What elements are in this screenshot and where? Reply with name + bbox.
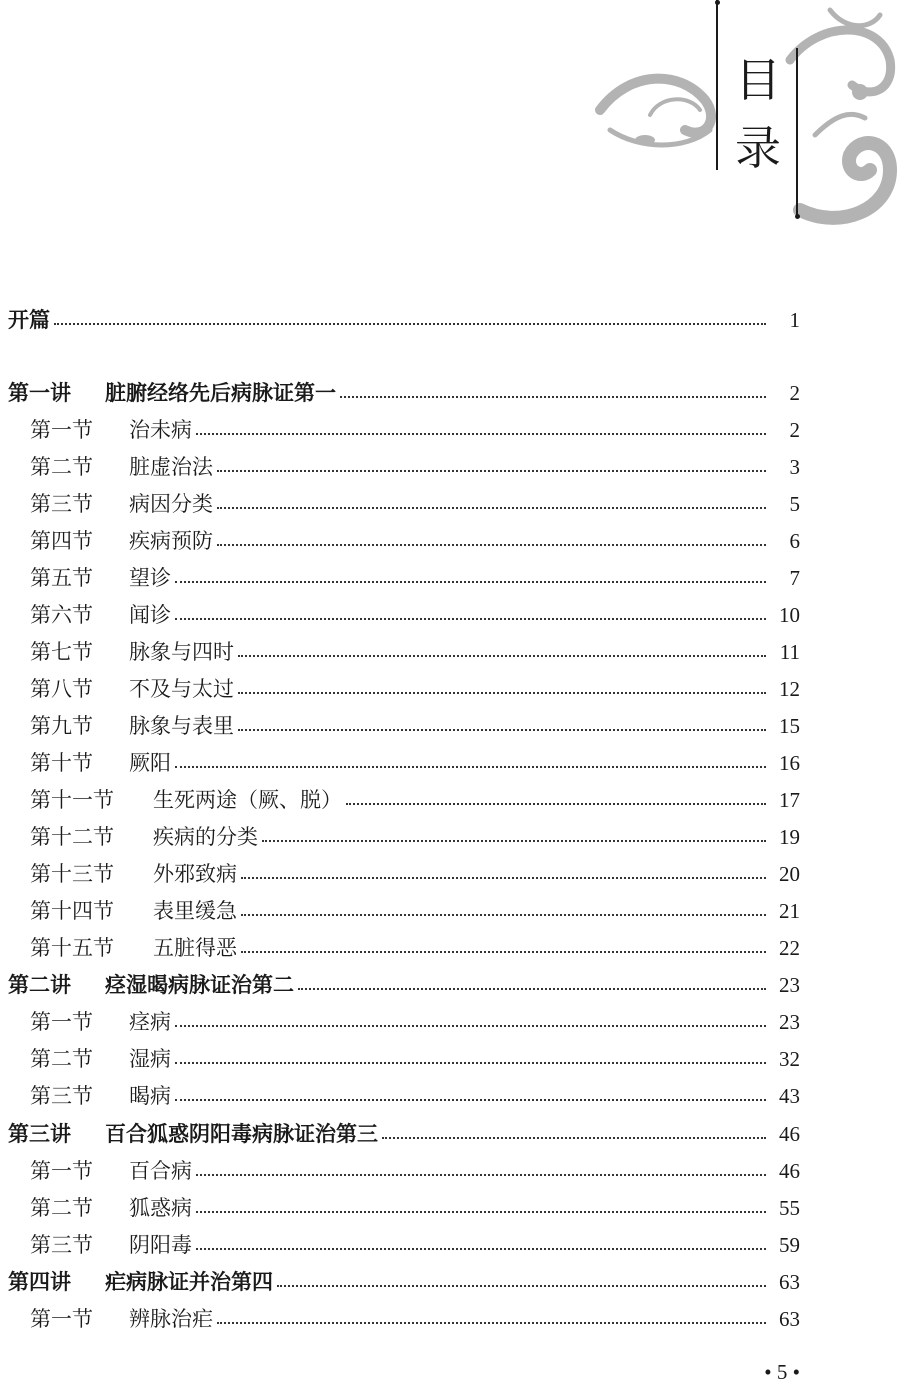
toc-entry-heading	[0, 856, 237, 893]
toc-leader-dots	[238, 655, 766, 657]
toc-leader-dots	[241, 914, 766, 916]
toc-entry-title: 疾病的分类	[153, 825, 258, 849]
toc-leader-dots	[175, 766, 766, 768]
page-title-char-1: 目	[735, 53, 781, 107]
toc-entry-number: 第一节	[30, 1159, 93, 1183]
toc-section-entry[interactable]	[0, 1153, 900, 1190]
toc-entry-number: 第一节	[30, 418, 93, 442]
toc-section-entry[interactable]	[0, 893, 900, 930]
toc-entry-heading	[0, 819, 258, 856]
toc-section-entry[interactable]	[0, 412, 900, 449]
toc-page-number: 46	[779, 1122, 800, 1146]
toc-page-number: 2	[789, 381, 800, 405]
toc-entry-heading	[0, 560, 171, 597]
toc-page-number: 3	[789, 455, 800, 479]
toc-entry-title: 痉湿暍病脉证治第二	[105, 973, 294, 997]
toc-entry-number: 第二节	[30, 1196, 93, 1220]
toc-entry-title: 病因分类	[129, 492, 213, 516]
toc-entry-number: 第一讲	[8, 381, 71, 405]
toc-entry-title: 狐惑病	[129, 1196, 192, 1220]
toc-entry-title: 治未病	[129, 418, 192, 442]
toc-entry-number: 第十二节	[30, 825, 114, 849]
toc-section-entry[interactable]	[0, 930, 900, 967]
toc-entry-title: 表里缓急	[153, 899, 237, 923]
toc-page-number: 32	[779, 1047, 800, 1071]
toc-chapter-entry[interactable]	[0, 1116, 900, 1153]
toc-page-number: 10	[779, 603, 800, 627]
toc-entry-title: 五脏得恶	[153, 936, 237, 960]
toc-section-entry[interactable]	[0, 1227, 900, 1264]
toc-entry-number: 第七节	[30, 640, 93, 664]
toc-section-entry[interactable]	[0, 745, 900, 782]
toc-chapter-entry[interactable]	[0, 967, 900, 1004]
toc-section-entry[interactable]	[0, 1301, 900, 1338]
toc-entry-title: 外邪致病	[153, 862, 237, 886]
toc-entry-heading	[0, 375, 336, 412]
toc-leader-dots	[238, 729, 766, 731]
toc-entry-number: 第三讲	[8, 1122, 71, 1146]
toc-section-entry[interactable]	[0, 1078, 900, 1115]
toc-section-entry[interactable]	[0, 819, 900, 856]
toc-leader-dots	[196, 1211, 766, 1213]
toc-entry-heading	[0, 449, 213, 486]
toc-leader-dots	[346, 803, 766, 805]
toc-entry-heading	[0, 893, 237, 930]
toc-section-entry[interactable]	[0, 1190, 900, 1227]
toc-entry-title: 脉象与四时	[129, 640, 234, 664]
toc-page-number: 2	[789, 418, 800, 442]
toc-page-number: 23	[779, 973, 800, 997]
toc-entry-number: 第六节	[30, 603, 93, 627]
toc-page-number: 55	[779, 1196, 800, 1220]
toc-entry-title: 痉病	[129, 1010, 171, 1034]
toc-entry-number: 第八节	[30, 677, 93, 701]
toc-section-entry[interactable]	[0, 597, 900, 634]
toc-page-number: 63	[779, 1307, 800, 1331]
toc-entry-number: 第一节	[30, 1307, 93, 1331]
toc-section-entry[interactable]	[0, 1041, 900, 1078]
toc-entry-number: 第三节	[30, 1084, 93, 1108]
toc-entry-heading	[0, 486, 213, 523]
toc-entry-number: 第十节	[30, 751, 93, 775]
toc-page-number: 22	[779, 936, 800, 960]
toc-entry-number: 第十五节	[30, 936, 114, 960]
toc-entry-heading	[0, 1227, 192, 1264]
toc-entry-heading	[0, 1116, 378, 1153]
toc-page-number: 59	[779, 1233, 800, 1257]
toc-leader-dots	[217, 507, 766, 509]
toc-section-entry[interactable]	[0, 1004, 900, 1041]
toc-entry-number: 第九节	[30, 714, 93, 738]
toc-page-number: 63	[779, 1270, 800, 1294]
toc-chapter-entry[interactable]	[0, 375, 900, 412]
toc-page-number: 6	[789, 529, 800, 553]
toc-page-number: 46	[779, 1159, 800, 1183]
toc-entry-heading	[0, 745, 171, 782]
toc-entry-heading	[0, 1004, 171, 1041]
toc-page-number: 12	[779, 677, 800, 701]
toc-entry-number: 第四节	[30, 529, 93, 553]
toc-entry-heading	[0, 1078, 171, 1115]
toc-entry-title: 疟病脉证并治第四	[105, 1270, 273, 1294]
toc-entry-title: 百合病	[129, 1159, 192, 1183]
toc-entry-title: 湿病	[129, 1047, 171, 1071]
toc-entry-title: 脏腑经络先后病脉证第一	[105, 381, 336, 405]
toc-entry-title: 望诊	[129, 566, 171, 590]
toc-leader-dots	[217, 544, 766, 546]
toc-entry-title: 不及与太过	[129, 677, 234, 701]
toc-leader-dots	[54, 323, 766, 325]
toc-entry-heading	[0, 1264, 273, 1301]
toc-page-number: 19	[779, 825, 800, 849]
toc-entry-number: 第十三节	[30, 862, 114, 886]
toc-entry-number: 开篇	[8, 308, 50, 332]
toc-section-entry[interactable]	[0, 449, 900, 486]
toc-entry-number: 第一节	[30, 1010, 93, 1034]
toc-leader-dots	[196, 1174, 766, 1176]
toc-page-number: 15	[779, 714, 800, 738]
toc-section-entry[interactable]	[0, 523, 900, 560]
toc-entry-heading	[0, 412, 192, 449]
toc-entry-heading	[0, 782, 342, 819]
toc-entry-heading	[0, 302, 50, 339]
toc-section-entry[interactable]	[0, 782, 900, 819]
toc-page-number: 16	[779, 751, 800, 775]
toc-page-number: 1	[789, 308, 800, 332]
page-number: • 5 •	[764, 1360, 800, 1384]
toc-entry-number: 第二节	[30, 455, 93, 479]
toc-entry-number: 第十一节	[30, 788, 114, 812]
toc-entry-title: 闻诊	[129, 603, 171, 627]
toc-entry-number: 第三节	[30, 492, 93, 516]
toc-leader-dots	[217, 470, 766, 472]
toc-entry-heading	[0, 634, 234, 671]
toc-leader-dots	[238, 692, 766, 694]
toc-leader-dots	[175, 1099, 766, 1101]
toc-entry-number: 第二节	[30, 1047, 93, 1071]
toc-page-number: 5	[789, 492, 800, 516]
toc-leader-dots	[196, 433, 766, 435]
toc-entry-number: 第四讲	[8, 1270, 71, 1294]
toc-leader-dots	[382, 1137, 766, 1139]
page-title-char-2: 录	[735, 121, 781, 175]
toc-page-number: 21	[779, 899, 800, 923]
toc-entry-title: 辨脉治疟	[129, 1307, 213, 1331]
toc-section-entry[interactable]	[0, 856, 900, 893]
toc-entry-heading	[0, 671, 234, 708]
toc-entry-title: 厥阳	[129, 751, 171, 775]
toc-section-entry[interactable]	[0, 486, 900, 523]
toc-leader-dots	[277, 1285, 766, 1287]
toc-section-entry[interactable]	[0, 671, 900, 708]
toc-leader-dots	[262, 840, 766, 842]
toc-page-number: 43	[779, 1084, 800, 1108]
toc-entry-heading	[0, 1153, 192, 1190]
toc-leader-dots	[175, 618, 766, 620]
toc-entry-heading	[0, 1190, 192, 1227]
toc-page-number: 17	[779, 788, 800, 812]
toc-section-entry[interactable]	[0, 708, 900, 745]
toc-page-number: 23	[779, 1010, 800, 1034]
toc-entry-heading	[0, 1041, 171, 1078]
toc-leader-dots	[196, 1248, 766, 1250]
toc-entry-heading	[0, 708, 234, 745]
toc-entry-heading	[0, 967, 294, 1004]
toc-entry-number: 第二讲	[8, 973, 71, 997]
toc-entry-heading	[0, 930, 237, 967]
toc-entry-title: 生死两途（厥、脱）	[153, 788, 342, 812]
toc-page-number: 20	[779, 862, 800, 886]
toc-entry-heading	[0, 597, 171, 634]
toc-entry-title: 暍病	[129, 1084, 171, 1108]
toc-entry-title: 脉象与表里	[129, 714, 234, 738]
toc-chapter-entry[interactable]	[0, 1264, 900, 1301]
toc-entry-title: 阴阳毒	[129, 1233, 192, 1257]
toc-entry-title: 脏虚治法	[129, 455, 213, 479]
toc-leader-dots	[175, 1062, 766, 1064]
toc-entry-title: 疾病预防	[129, 529, 213, 553]
toc-section-entry[interactable]	[0, 560, 900, 597]
toc-entry-title: 百合狐惑阴阳毒病脉证治第三	[105, 1122, 378, 1146]
toc-section-entry[interactable]	[0, 634, 900, 671]
toc-chapter-entry[interactable]	[0, 302, 900, 339]
toc-leader-dots	[298, 988, 766, 990]
toc-entry-heading	[0, 523, 213, 560]
toc-leader-dots	[217, 1322, 766, 1324]
toc-leader-dots	[340, 396, 766, 398]
toc-page-number: 7	[789, 566, 800, 590]
toc-entry-number: 第十四节	[30, 899, 114, 923]
toc-entry-heading	[0, 1301, 213, 1338]
toc-page-number: 11	[779, 640, 800, 664]
toc-entry-number: 第三节	[30, 1233, 93, 1257]
toc-leader-dots	[175, 581, 766, 583]
toc-leader-dots	[241, 951, 766, 953]
toc-leader-dots	[175, 1025, 766, 1027]
toc-leader-dots	[241, 877, 766, 879]
toc-entry-number: 第五节	[30, 566, 93, 590]
